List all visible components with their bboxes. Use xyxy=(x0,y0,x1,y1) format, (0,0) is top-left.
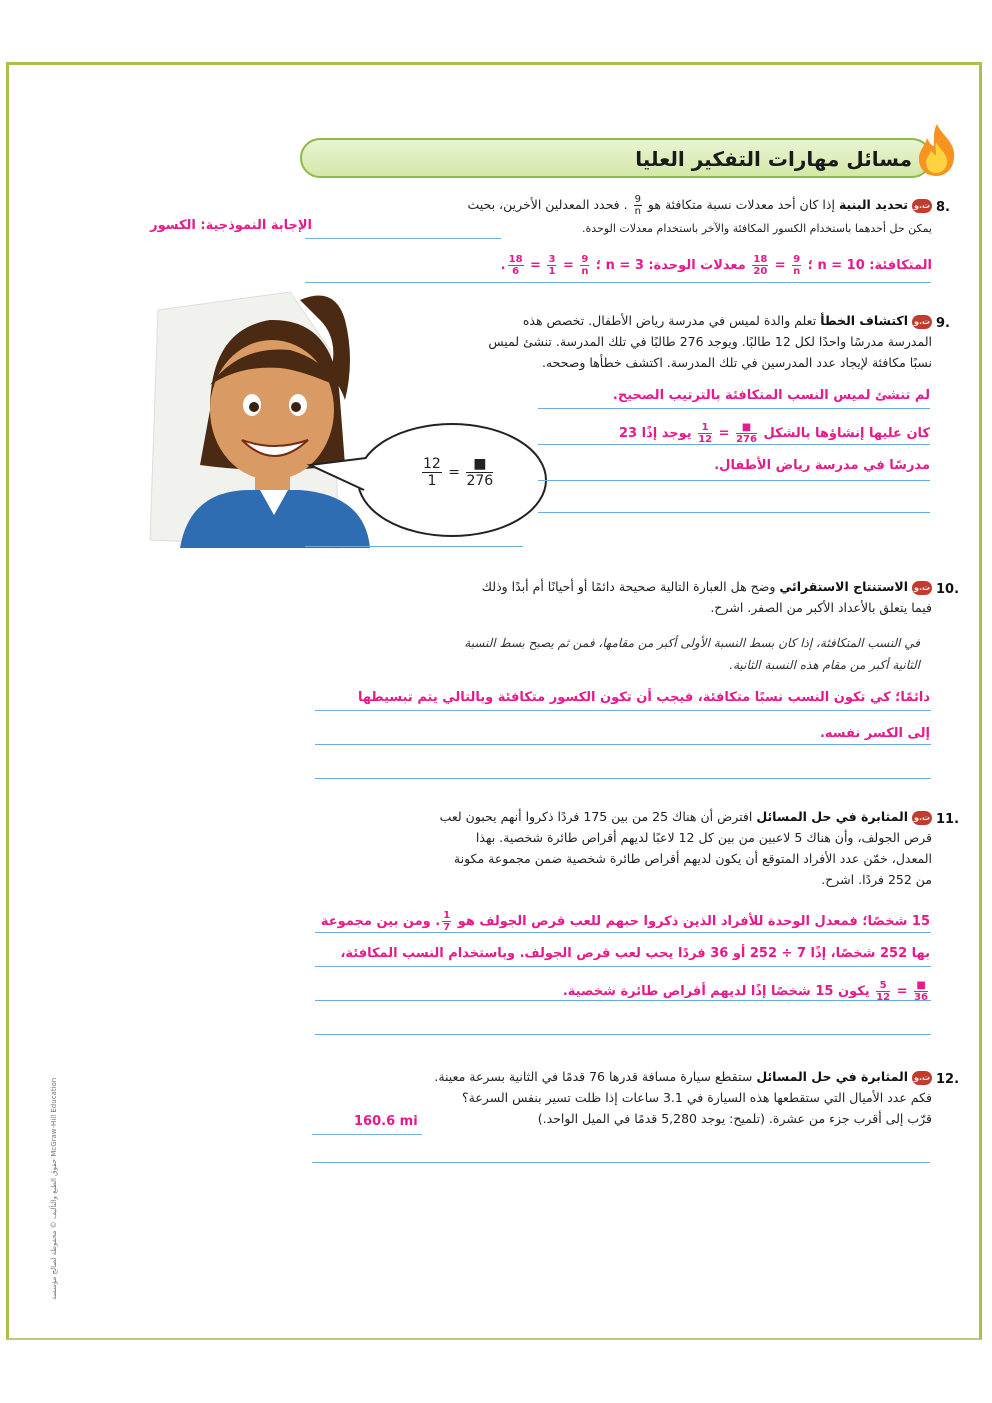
question-10-text: ت.والاستنتاج الاستقرائي وضح هل العبارة التالية صحيحة دائمًا أو أحيانًا أم أبدًا وذلك فيما يتعلق بالأعداد الأكبر من الصفر. اشرح. xyxy=(481,579,932,615)
answer-line xyxy=(538,480,930,481)
answer-line xyxy=(312,1134,422,1135)
question-number: 10. xyxy=(936,582,960,597)
fraction: $\frac{9}{n}$ xyxy=(634,194,641,217)
question-8-text: ت.وتحديد البنية إذا كان أحد معدلات نسبة متكافئة هو $\frac{9}{n}$ . فحدد المعدلين الأخرين، بحيث يمكن حل أحدهما باستخدام الكسور المكافئة والآخر باستخدام معدلات الوحدة. xyxy=(467,194,932,235)
question-9-text: ت.واكتشاف الخطأ تعلم والدة لميس في مدرسة رياض الأطفال. تخصص هذه المدرسة مدرسًا واحدًا لكل 12 طالبًا. ويوجد 276 طالبًا في تلك المدرسة. تنشئ لميس نسبًا مكافئة لإيجاد عدد المدرسين في تلك المدرسة. اكتشف خطأها وصححه. xyxy=(488,313,932,370)
answer-line xyxy=(315,744,931,745)
answer-text: 160.6 mi xyxy=(354,1114,418,1129)
answer-line xyxy=(315,1000,931,1001)
answer-text: المتكافئة: n = 10 ؛ $\frac{9}{n}$ = $\frac{18}{20}$ معدلات الوحدة: n = 3 ؛ $\frac{9}{n}$ = $\frac{3}{1}$ = $\frac{18}{6}$ . xyxy=(500,254,932,277)
section-title: مسائل مهارات التفكير العليا xyxy=(635,147,912,171)
section-title-bar xyxy=(300,138,932,178)
answer-line xyxy=(315,778,931,779)
answer-line xyxy=(538,444,930,445)
answer-text: $\frac{■}{36}$ = $\frac{5}{12}$ يكون 15 شخصًا إذًا لديهم أقراص طائرة شخصية. xyxy=(562,980,928,1003)
tag-icon: ت.و xyxy=(912,315,932,329)
answer-line xyxy=(315,1034,931,1035)
answer-line xyxy=(312,1162,930,1163)
question-12-text: ت.والمثابرة في حل المسائل ستقطع سيارة مسافة قدرها 76 قدمًا في الثانية بسرعة معينة. فكم عدد الأميال التي ستقطعها هذه السيارة في 3.1 ساعات إذا ظلت تسير بنفس السرعة؟ قرّب إلى أقرب جزء من عشرة. (تلميح: يوجد 5,280 قدمًا في الميل الواحد.) xyxy=(434,1069,932,1126)
tag-icon: ت.و xyxy=(912,581,932,595)
question-label: الاستنتاج الاستقرائي xyxy=(779,579,908,594)
answer-line xyxy=(315,710,931,711)
answer-line xyxy=(305,282,931,283)
answer-text: 15 شخصًا؛ فمعدل الوحدة للأفراد الذين ذكروا حبهم للعب قرص الجولف هو $\frac{1}{7}$ . ومن بين مجموعة xyxy=(320,910,930,933)
statement-note: في النسب المتكافئة، إذا كان بسط النسبة الأولى أكبر من مقامها، فمن ثم يصبح بسط النسبة الثانية أكبر من مقام هذه النسبة الثانية. xyxy=(464,636,920,672)
bubble-equation: $\frac{12}{1}$ = $\frac{■}{276}$ xyxy=(423,456,494,489)
answer-line xyxy=(538,408,930,409)
answer-text: مدرسًا في مدرسة رياض الأطفال. xyxy=(714,458,930,473)
answer-line xyxy=(538,512,930,513)
tag-icon: ت.و xyxy=(912,199,932,213)
answer-text: إلى الكسر نفسه. xyxy=(819,726,930,741)
flame-icon xyxy=(914,122,960,178)
question-label: المثابرة في حل المسائل xyxy=(756,809,908,824)
tag-icon: ت.و xyxy=(912,1071,932,1085)
answer-line xyxy=(305,238,501,239)
answer-line xyxy=(315,966,931,967)
question-number: 9. xyxy=(936,316,950,331)
question-number: 11. xyxy=(936,812,960,827)
answer-text: كان عليها إنشاؤها بالشكل $\frac{■}{276}$ = $\frac{1}{12}$ يوجد إذًا 23 xyxy=(619,422,930,445)
answer-line xyxy=(305,546,523,547)
question-number: 12. xyxy=(936,1072,960,1087)
answer-line xyxy=(315,932,931,933)
question-label: اكتشاف الخطأ xyxy=(820,313,908,328)
question-label: المثابرة في حل المسائل xyxy=(756,1069,908,1084)
answer-text: بها 252 شخصًا، إذًا 7 ÷ 252 أو 36 فردًا يحب لعب قرص الجولف. وباستخدام النسب المكافئة، xyxy=(340,946,930,961)
question-label: تحديد البنية xyxy=(838,197,908,212)
question-number: 8. xyxy=(936,200,950,215)
question-11-text: ت.والمثابرة في حل المسائل افترض أن هناك 25 من بين 175 فردًا ذكروا أنهم يحبون لعب قرص الجولف، وأن هناك 5 لاعبين من بين كل 12 لاعبًا لديهم أقراص طائرة شخصية. بهذا المعدل، خمّن عدد الأفراد المتوقع أن يكون لديهم أقراص طائرة شخصية ضمن مجموعة مكونة من 252 فردًا. اشرح. xyxy=(439,809,932,887)
tag-icon: ت.و xyxy=(912,811,932,825)
answer-text: الإجابة النموذجية: الكسور xyxy=(150,218,312,233)
answer-text: دائمًا؛ كي تكون النسب نسبًا متكافئة، فيجب أن تكون الكسور متكافئة وبالتالي يتم تبسيطها xyxy=(357,690,930,705)
copyright-note: حقوق الطبع والتأليف © محفوظة لصالح مؤسسة McGraw-Hill Education xyxy=(50,1077,58,1300)
answer-text: لم تنشئ لميس النسب المتكافئة بالترتيب الصحيح. xyxy=(612,388,930,403)
